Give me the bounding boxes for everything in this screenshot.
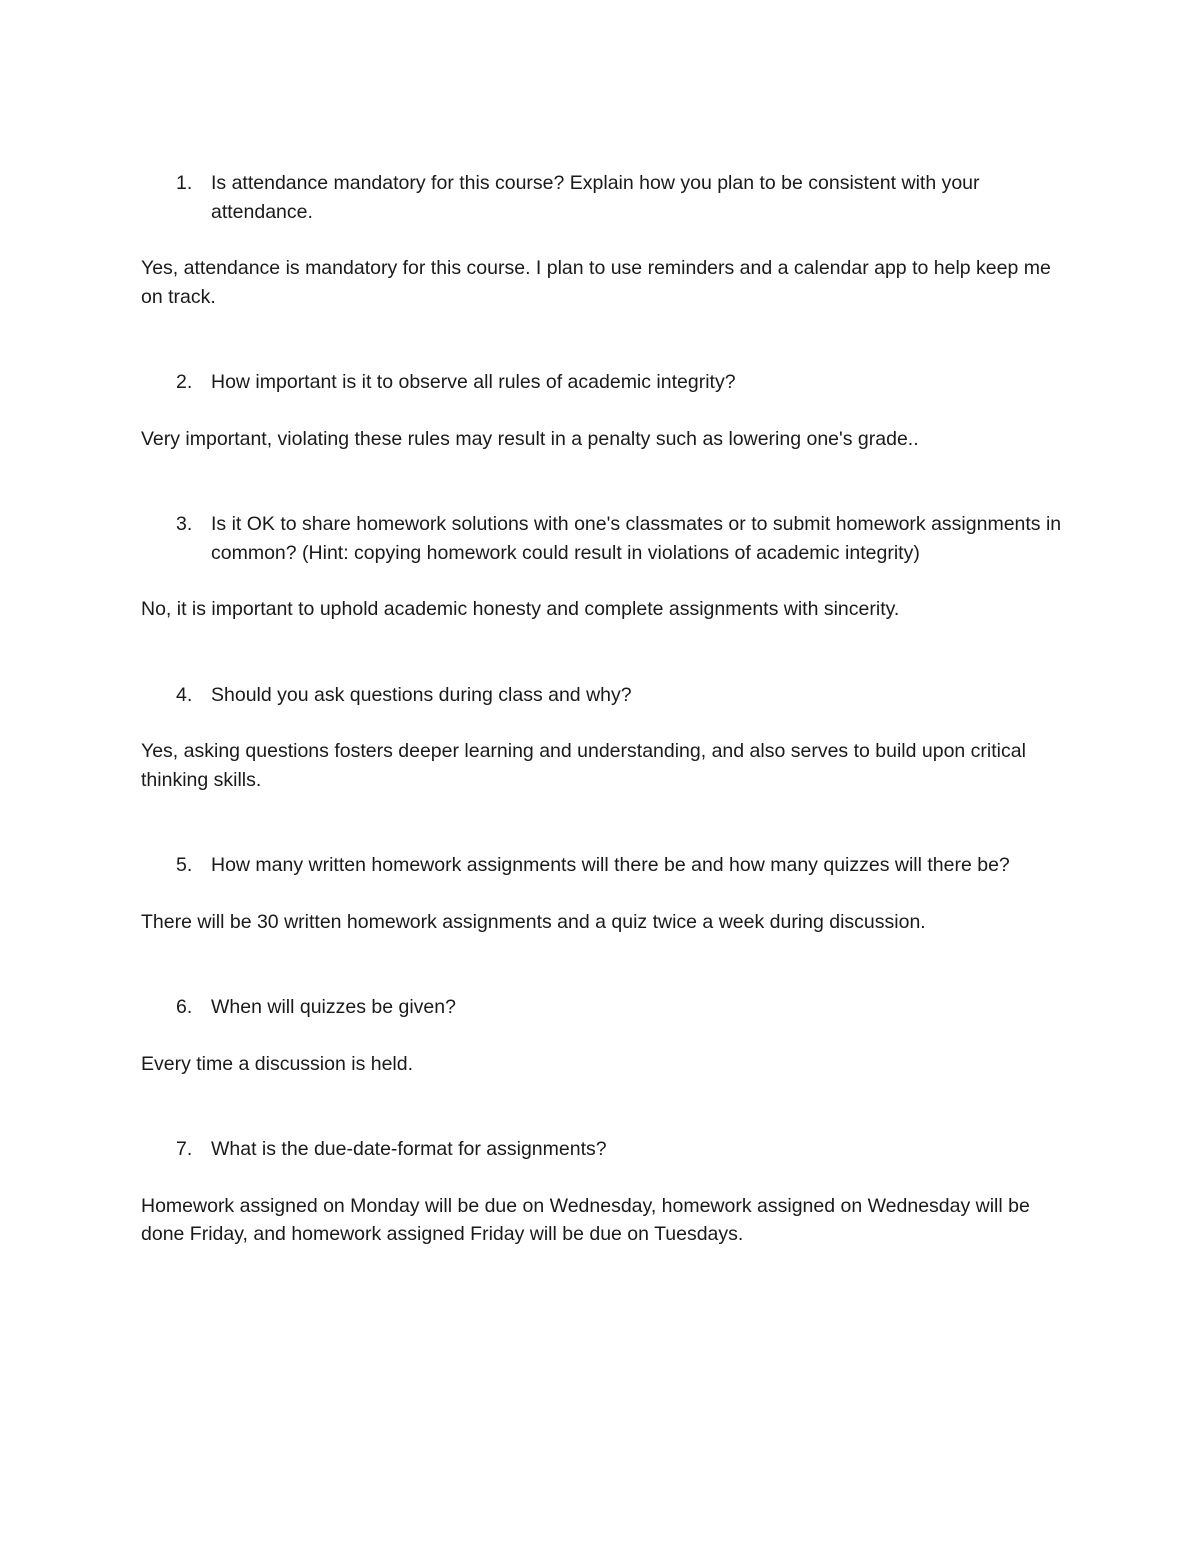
- answer-4: Yes, asking questions fosters deeper learning and understanding, and also serves to build upon critical thinking skills.: [141, 740, 1026, 791]
- qa-block-3: [141, 510, 1071, 624]
- document-content: [141, 169, 1071, 1249]
- question-1: [141, 169, 1071, 226]
- qa-block-5: [141, 851, 1071, 936]
- question-text: Is it OK to share homework solutions with one's classmates or to submit homework assignments in common? (Hint: copying homework could result in violations of academic integrity): [211, 513, 1062, 564]
- question-number: 2.: [176, 371, 193, 393]
- qa-block-7: [141, 1135, 1071, 1249]
- qa-block-2: [141, 368, 1071, 453]
- question-2: [141, 368, 1071, 397]
- question-number: 1.: [176, 172, 193, 194]
- question-6: [141, 993, 1071, 1022]
- answer-2: Very important, violating these rules may result in a penalty such as lowering one's grade..: [141, 427, 919, 450]
- question-3: [141, 510, 1071, 567]
- answer-3: No, it is important to uphold academic honesty and complete assignments with sincerity.: [141, 598, 900, 620]
- question-text: What is the due-date-format for assignments?: [211, 1138, 607, 1160]
- question-text: Is attendance mandatory for this course? Explain how you plan to be consistent with your attendance.: [211, 172, 980, 223]
- question-text: Should you ask questions during class and why?: [211, 683, 632, 706]
- qa-block-4: [141, 681, 1071, 795]
- question-number: 6.: [176, 996, 193, 1018]
- question-number: 4.: [176, 683, 193, 706]
- answer-6: Every time a discussion is held.: [141, 1052, 414, 1075]
- question-5: [141, 851, 1071, 880]
- question-text: How many written homework assignments will there be and how many quizzes will there be?: [211, 854, 1010, 876]
- question-4: [141, 681, 1071, 710]
- question-number: 5.: [176, 854, 193, 876]
- question-number: 7.: [176, 1138, 193, 1160]
- qa-block-6: [141, 993, 1071, 1078]
- answer-1: Yes, attendance is mandatory for this course. I plan to use reminders and a calendar app to help keep me on track.: [141, 257, 1051, 308]
- question-number: 3.: [176, 513, 193, 535]
- question-7: [141, 1135, 1071, 1164]
- question-text: When will quizzes be given?: [211, 996, 456, 1018]
- answer-7: Homework assigned on Monday will be due on Wednesday, homework assigned on Wednesday will be done Friday, and homework assigned Friday will be due on Tuesdays.: [141, 1194, 1030, 1245]
- question-text: How important is it to observe all rules of academic integrity?: [211, 371, 736, 393]
- qa-block-1: [141, 169, 1071, 311]
- answer-5: There will be 30 written homework assignments and a quiz twice a week during discussion.: [141, 910, 926, 933]
